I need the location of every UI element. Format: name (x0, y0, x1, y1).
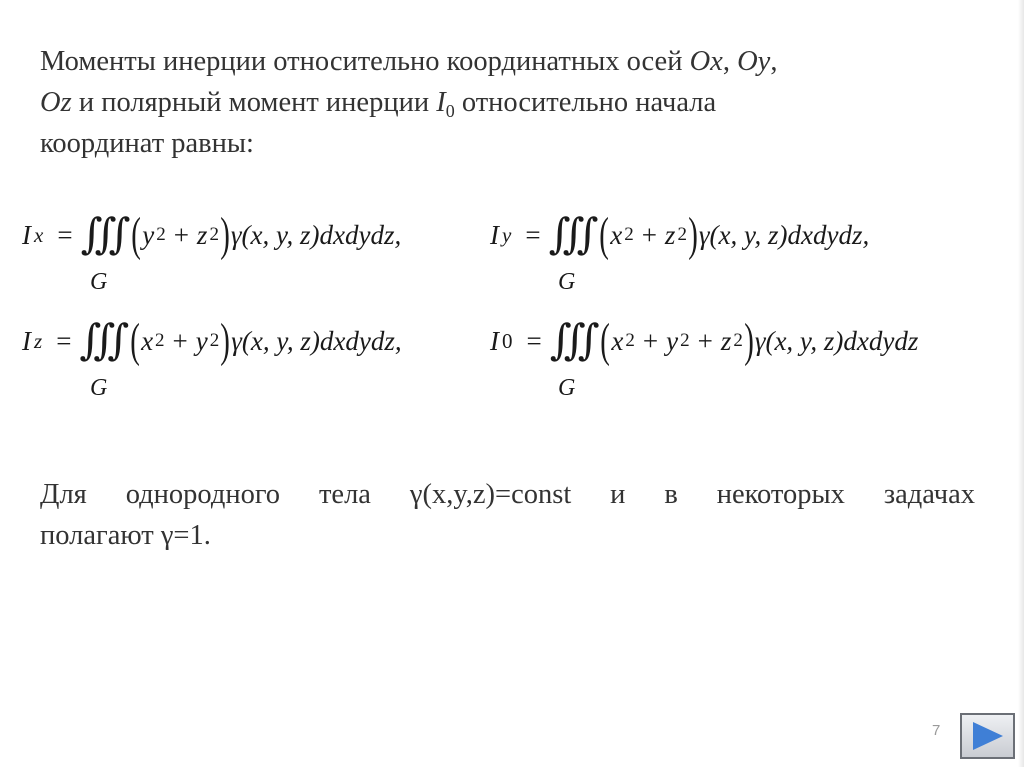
i0-symbol: I (436, 87, 446, 118)
ix-lparen: ( (131, 208, 142, 261)
intro-line-2 (40, 82, 970, 123)
iz-plus: + (172, 325, 188, 356)
iy-lhs: I (490, 219, 499, 250)
iy-equals: = (525, 219, 541, 250)
i0-tail: γ(x, y, z)dxdydz (754, 325, 919, 356)
i0-var-c: z (720, 325, 732, 356)
ix-rparen: ) (220, 208, 230, 261)
iz-var-a: x (141, 325, 154, 356)
outro-line-1 (40, 474, 975, 515)
intro-line-1 (40, 41, 970, 82)
i0-integral: ∭ (549, 318, 590, 364)
formula-i0 (490, 311, 990, 401)
outro-word-7: некоторых (716, 479, 845, 510)
outro-line-2: полагают γ=1. (40, 520, 211, 551)
formula-ix (22, 205, 472, 295)
ix-var-b: z (196, 219, 208, 250)
intro-line-3: координат равны: (40, 128, 254, 159)
iy-rparen: ) (688, 208, 698, 261)
iz-equals: = (56, 325, 72, 356)
iz-lparen: ( (130, 314, 140, 367)
page-number: 7 (932, 722, 941, 739)
outro-paragraph (40, 474, 975, 556)
ix-equals: = (57, 219, 73, 250)
outro-word-3: тела (318, 479, 371, 510)
iz-var-b: y (195, 325, 208, 356)
outro-word-4: γ(x,y,z)=const (409, 479, 572, 510)
ix-plus: + (173, 219, 189, 250)
play-arrow-icon (973, 722, 1003, 750)
iz-integral: ∭ (79, 318, 120, 364)
ix-tail: γ(x, y, z)dxdydz, (230, 219, 402, 250)
i0-equals: = (526, 325, 542, 356)
outro-word-5: и (610, 479, 626, 510)
iz-domain: G (90, 375, 108, 401)
formula-ix-row: I x = ∭ ( y 2 + z 2 ) γ(x, y, z)dxdydz, (22, 208, 402, 261)
intro-sep-2: , (770, 46, 778, 77)
iy-domain: G (558, 269, 576, 295)
intro-sep-1: , (722, 46, 738, 77)
ix-integral: ∭ (80, 212, 121, 258)
ix-lhs: I (22, 219, 31, 250)
intro-paragraph (40, 41, 970, 164)
intro-text-1: Моменты инерции относительно координатных осей (40, 46, 690, 77)
formula-i0-row: I 0 = ∭ ( x 2 + y 2 + z 2 ) γ(x, y, z)dxdydz (490, 314, 919, 367)
iy-tail: γ(x, y, z)dxdydz, (698, 219, 870, 250)
i0-plus-1: + (642, 325, 659, 356)
i0-lparen: ( (600, 314, 611, 367)
outro-word-8: задачах (883, 479, 975, 510)
outro-word-1: Для (40, 479, 87, 510)
intro-text-2: и полярный момент инерции (71, 87, 437, 118)
axis-ox: Ox (689, 46, 723, 77)
axis-oy: Oy (737, 46, 771, 77)
iy-integral: ∭ (548, 212, 589, 258)
iy-lparen: ( (599, 208, 610, 261)
iz-rparen: ) (220, 314, 231, 367)
intro-text-2-tail: относительно начала (454, 87, 717, 118)
axis-oz: Oz (40, 87, 72, 118)
iz-tail: γ(x, y, z)dxdydz, (231, 325, 402, 356)
formula-iy (490, 205, 960, 295)
formula-iz-row: I z = ∭ ( x 2 + y 2 ) γ(x, y, z)dxdydz, (22, 314, 402, 367)
iz-lhs: I (22, 325, 31, 356)
ix-domain: G (90, 269, 108, 295)
iy-var-a: x (610, 219, 623, 250)
formula-iy-row: I y = ∭ ( x 2 + z 2 ) γ(x, y, z)dxdydz, (490, 208, 870, 261)
iy-var-b: z (664, 219, 676, 250)
formula-block (0, 205, 1024, 415)
outro-word-6: в (664, 479, 678, 510)
outro-word-2: однородного (125, 479, 281, 510)
i0-plus-2: + (697, 325, 713, 356)
i0-subscript: 0 (445, 101, 455, 121)
formula-iz (22, 311, 472, 401)
iy-plus: + (641, 219, 657, 250)
i0-var-a: x (611, 325, 624, 356)
i0-rparen: ) (744, 314, 754, 367)
next-slide-button[interactable] (960, 713, 1015, 759)
i0-lhs: I (490, 325, 499, 356)
i0-domain: G (558, 375, 576, 401)
ix-var-a: y (142, 219, 155, 250)
i0-var-b: y (666, 325, 679, 356)
